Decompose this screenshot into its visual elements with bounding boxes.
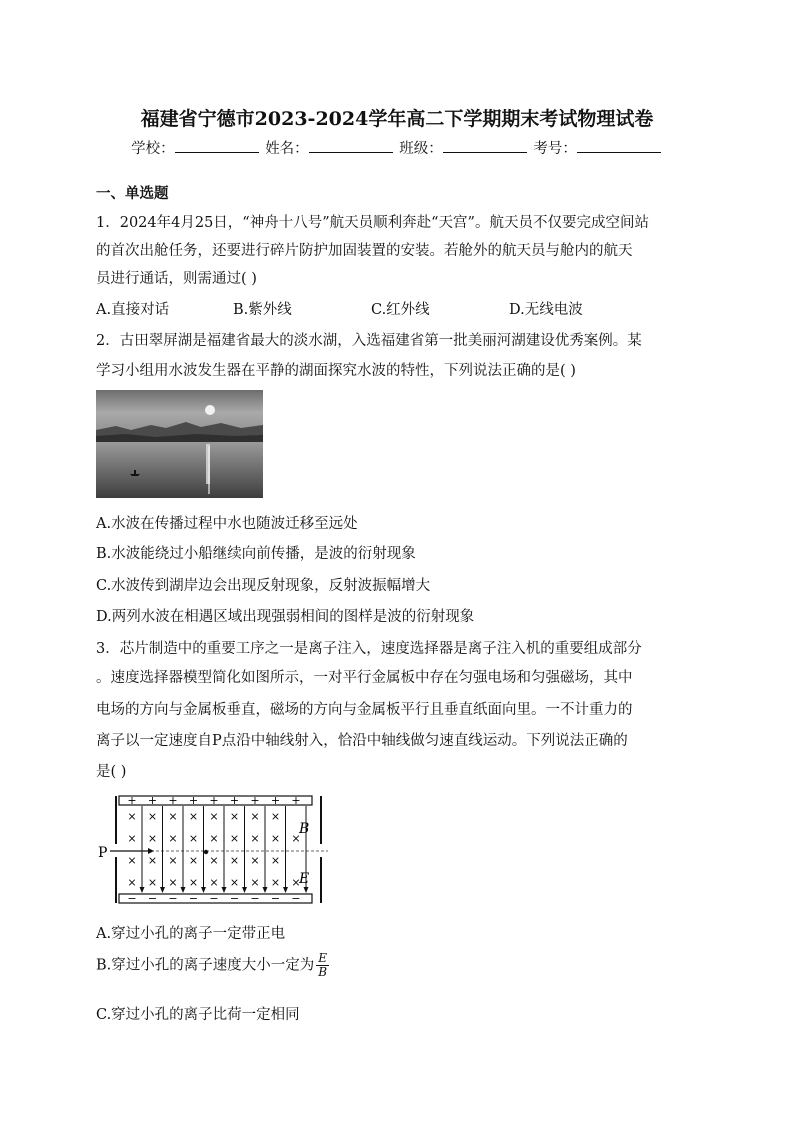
b-field-cross: × [168, 854, 178, 867]
e-field-arrowhead [160, 887, 165, 893]
q3-option-b-text: B.穿过小孔的离子速度大小一定为 [96, 957, 315, 974]
q3-line-3: 电场的方向与金属板垂直，磁场的方向与金属板平行且垂直纸面向里。一不计重力的 [96, 702, 633, 718]
e-field-arrowhead [222, 887, 227, 893]
minus-sign: − [168, 892, 178, 905]
q2-option-d: D.两列水波在相遇区域出现强弱相间的图样是波的衍射现象 [96, 609, 475, 625]
q3-option-c: C.穿过小孔的离子比荷一定相同 [96, 1007, 300, 1023]
label-e: E [299, 871, 310, 887]
q1-option-d: D.无线电波 [509, 302, 583, 318]
b-field-cross: × [250, 876, 260, 889]
q3-line-5: 是( ) [96, 764, 127, 780]
e-field-arrowhead [263, 887, 268, 893]
plus-sign: + [250, 794, 260, 807]
b-field-cross: × [127, 854, 137, 867]
minus-sign: − [291, 892, 301, 905]
number-label: 考号： [533, 141, 577, 157]
minus-sign: − [127, 892, 137, 905]
b-field-cross: × [270, 810, 281, 823]
ion [204, 850, 208, 854]
plus-sign: + [291, 794, 301, 807]
b-field-cross: × [209, 876, 219, 889]
field-marks [127, 794, 308, 905]
section-heading: 一、单选题 [96, 185, 169, 202]
b-field-cross: × [188, 832, 199, 845]
velocity-selector-diagram [96, 790, 336, 914]
e-field-arrowhead [201, 887, 206, 893]
b-field-cross: × [250, 854, 260, 867]
plus-sign: + [188, 794, 199, 807]
b-field-cross: × [229, 810, 240, 823]
b-field-cross: × [250, 810, 260, 823]
q3-line-1: 3．芯片制造中的重要工序之一是离子注入，速度选择器是离子注入机的重要组成部分 [96, 641, 642, 657]
q3-option-a: A.穿过小孔的离子一定带正电 [96, 926, 286, 942]
q2-line-1: 2．古田翠屏湖是福建省最大的淡水湖，入选福建省第一批美丽河湖建设优秀案例。某 [96, 333, 642, 349]
b-field-cross: × [188, 876, 199, 889]
school-label: 学校： [131, 141, 175, 157]
q1-option-c: C.红外线 [371, 302, 430, 318]
q1-line-3: 员进行通话，则需通过( ) [96, 271, 257, 287]
plus-sign: + [127, 794, 137, 807]
fraction-numerator: E [316, 952, 329, 966]
q1-option-b: B.紫外线 [233, 302, 292, 318]
number-blank[interactable] [577, 140, 661, 153]
minus-sign: − [250, 892, 260, 905]
b-field-cross: × [168, 810, 178, 823]
plus-sign: + [229, 794, 240, 807]
b-field-cross: × [147, 876, 158, 889]
b-field-cross: × [168, 876, 178, 889]
b-field-cross: × [209, 810, 219, 823]
q2-option-a: A.水波在传播过程中水也随波迁移至远处 [96, 516, 358, 532]
b-field-cross: × [229, 832, 240, 845]
lake-photo [96, 390, 263, 498]
e-field-arrowhead [283, 887, 288, 893]
label-p: P [98, 845, 108, 861]
e-field-arrowhead [181, 887, 186, 893]
b-field-cross: × [209, 832, 219, 845]
minus-sign: − [229, 892, 240, 905]
b-field-cross: × [147, 832, 158, 845]
q2-option-b: B.水波能绕过小船继续向前传播，是波的衍射现象 [96, 546, 416, 562]
fraction-denominator: B [318, 965, 328, 979]
q2-line-2: 学习小组用水波发生器在平静的湖面探究水波的特性，下列说法正确的是( ) [96, 363, 576, 379]
b-field-cross: × [229, 876, 240, 889]
minus-sign: − [209, 892, 219, 905]
label-b: B [299, 821, 310, 837]
b-field-cross: × [168, 832, 178, 845]
q1-line-2: 的首次出舱任务，还要进行碎片防护加固装置的安装。若舱外的航天员与舱内的航天 [96, 243, 633, 259]
b-field-cross: × [270, 832, 281, 845]
q2-option-c: C.水波传到湖岸边会出现反射现象，反射波振幅增大 [96, 578, 431, 594]
minus-sign: − [147, 892, 158, 905]
minus-sign: − [188, 892, 199, 905]
plus-sign: + [147, 794, 158, 807]
b-field-cross: × [127, 876, 137, 889]
b-field-cross: × [229, 854, 240, 867]
b-field-cross: × [270, 854, 281, 867]
b-field-cross: × [270, 876, 281, 889]
name-label: 姓名： [265, 141, 309, 157]
student-info-line [0, 137, 794, 158]
b-field-cross: × [291, 832, 301, 845]
q1-line-1: 1．2024年4月25日，“神舟十八号”航天员顺利奔赴“天宫”。航天员不仅要完成空间站 [96, 215, 649, 231]
q3-line-2: 。速度选择器模型简化如图所示，一对平行金属板中存在匀强电场和匀强磁场，其中 [96, 670, 633, 686]
q3-option-b [96, 952, 329, 979]
exam-title: 福建省宁德市2023-2024学年高二下学期期末考试物理试卷 [140, 108, 654, 130]
b-field-cross: × [188, 810, 199, 823]
name-blank[interactable] [309, 140, 393, 153]
e-field-arrowhead [304, 887, 309, 893]
q3-line-4: 离子以一定速度自P点沿中轴线射入，恰沿中轴线做匀速直线运动。下列说法正确的 [96, 733, 628, 749]
plus-sign: + [270, 794, 281, 807]
plus-sign: + [209, 794, 219, 807]
b-field-cross: × [127, 810, 137, 823]
b-field-cross: × [209, 854, 219, 867]
e-over-b-fraction [316, 952, 329, 979]
school-blank[interactable] [175, 140, 259, 153]
minus-sign: − [270, 892, 281, 905]
plus-sign: + [168, 794, 178, 807]
class-label: 班级： [399, 141, 443, 157]
b-field-cross: × [188, 854, 199, 867]
b-field-cross: × [147, 854, 158, 867]
b-field-cross: × [127, 832, 137, 845]
b-field-cross: × [250, 832, 260, 845]
class-blank[interactable] [443, 140, 527, 153]
b-field-cross: × [147, 810, 158, 823]
b-field-cross: × [291, 876, 301, 889]
e-field-arrowhead [242, 887, 247, 893]
e-field-arrowhead [140, 887, 145, 893]
q1-option-a: A.直接对话 [96, 302, 170, 318]
